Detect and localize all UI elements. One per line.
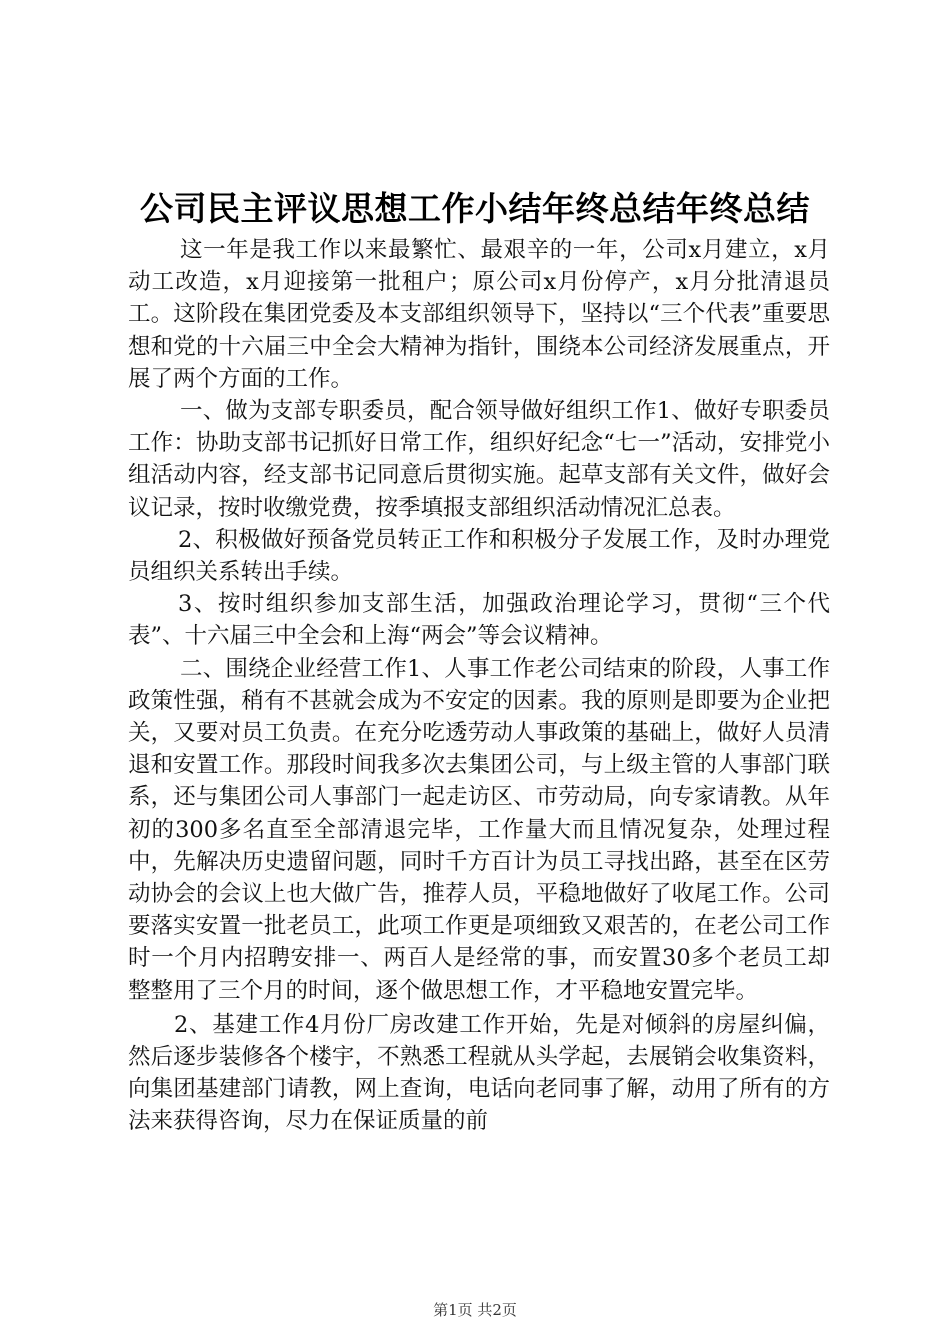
paragraph-construction: 2、基建工作4月份厂房改建工作开始，先是对倾斜的房屋纠偏，然后逐步装修各个楼宇，不熟悉工程就从头学起，去展销会收集资料，向集团基建部门请教，网上查询，电话向老同事了解，动用了所有的方法来获得咨询，尽力在保证质量的前 (128, 1011, 830, 1135)
page-footer: 第1页 共2页 (433, 1301, 517, 1319)
paragraph-item-three: 3、按时组织参加支部生活，加强政治理论学习，贯彻“三个代表”、十六届三中全会和上海“两会”等会议精神。 (128, 591, 830, 650)
document-body (128, 234, 830, 1138)
paragraph-section-one: 一、做为支部专职委员，配合领导做好组织工作1、做好专职委员工作：协助支部书记抓好日常工作，组织好纪念“七一”活动，安排党小组活动内容，经支部书记同意后贯彻实施。起草支部有关文件，做好会议记录，按时收缴党费，按季填报支部组织活动情况汇总表。 (128, 398, 830, 521)
paragraph-item-two: 2、积极做好预备党员转正工作和积极分子发展工作，及时办理党员组织关系转出手续。 (128, 526, 830, 586)
document-title: 公司民主评议思想工作小结年终总结年终总结 (140, 189, 810, 228)
paragraph-section-two: 二、围绕企业经营工作1、人事工作老公司结束的阶段，人事工作政策性强，稍有不甚就会成为不安定的因素。我的原则是即要为企业把关，又要对员工负责。在充分吃透劳动人事政策的基础上，做好人员清退和安置工作。那段时间我多次去集团公司，与上级主管的人事部门联系，还与集团公司人事部门一起走访区、市劳动局，向专家请教。从年初的300多名直至全部清退完毕，工作量大而且情况复杂，处理过程中，先解决历史遗留问题，同时千方百计为员工寻找出路，甚至在区劳动协会的会议上也大做广告，推荐人员，平稳地做好了收尾工作。公司要落实安置一批老员工，此项工作更是项细致又艰苦的，在老公司工作时一个月内招聘安排一、两百人是经常的事，而安置30多个老员工却整整用了三个月的时间，逐个做思想工作，才平稳地安置完毕。 (128, 655, 830, 1004)
paragraph-intro: 这一年是我工作以来最繁忙、最艰辛的一年，公司x月建立，x月动工改造，x月迎接第一批租户；原公司x月份停产，x月分批清退员工。这阶段在集团党委及本支部组织领导下，坚持以“三个代表”重要思想和党的十六届三中全会大精神为指针，围绕本公司经济发展重点，开展了两个方面的工作。 (128, 237, 830, 392)
